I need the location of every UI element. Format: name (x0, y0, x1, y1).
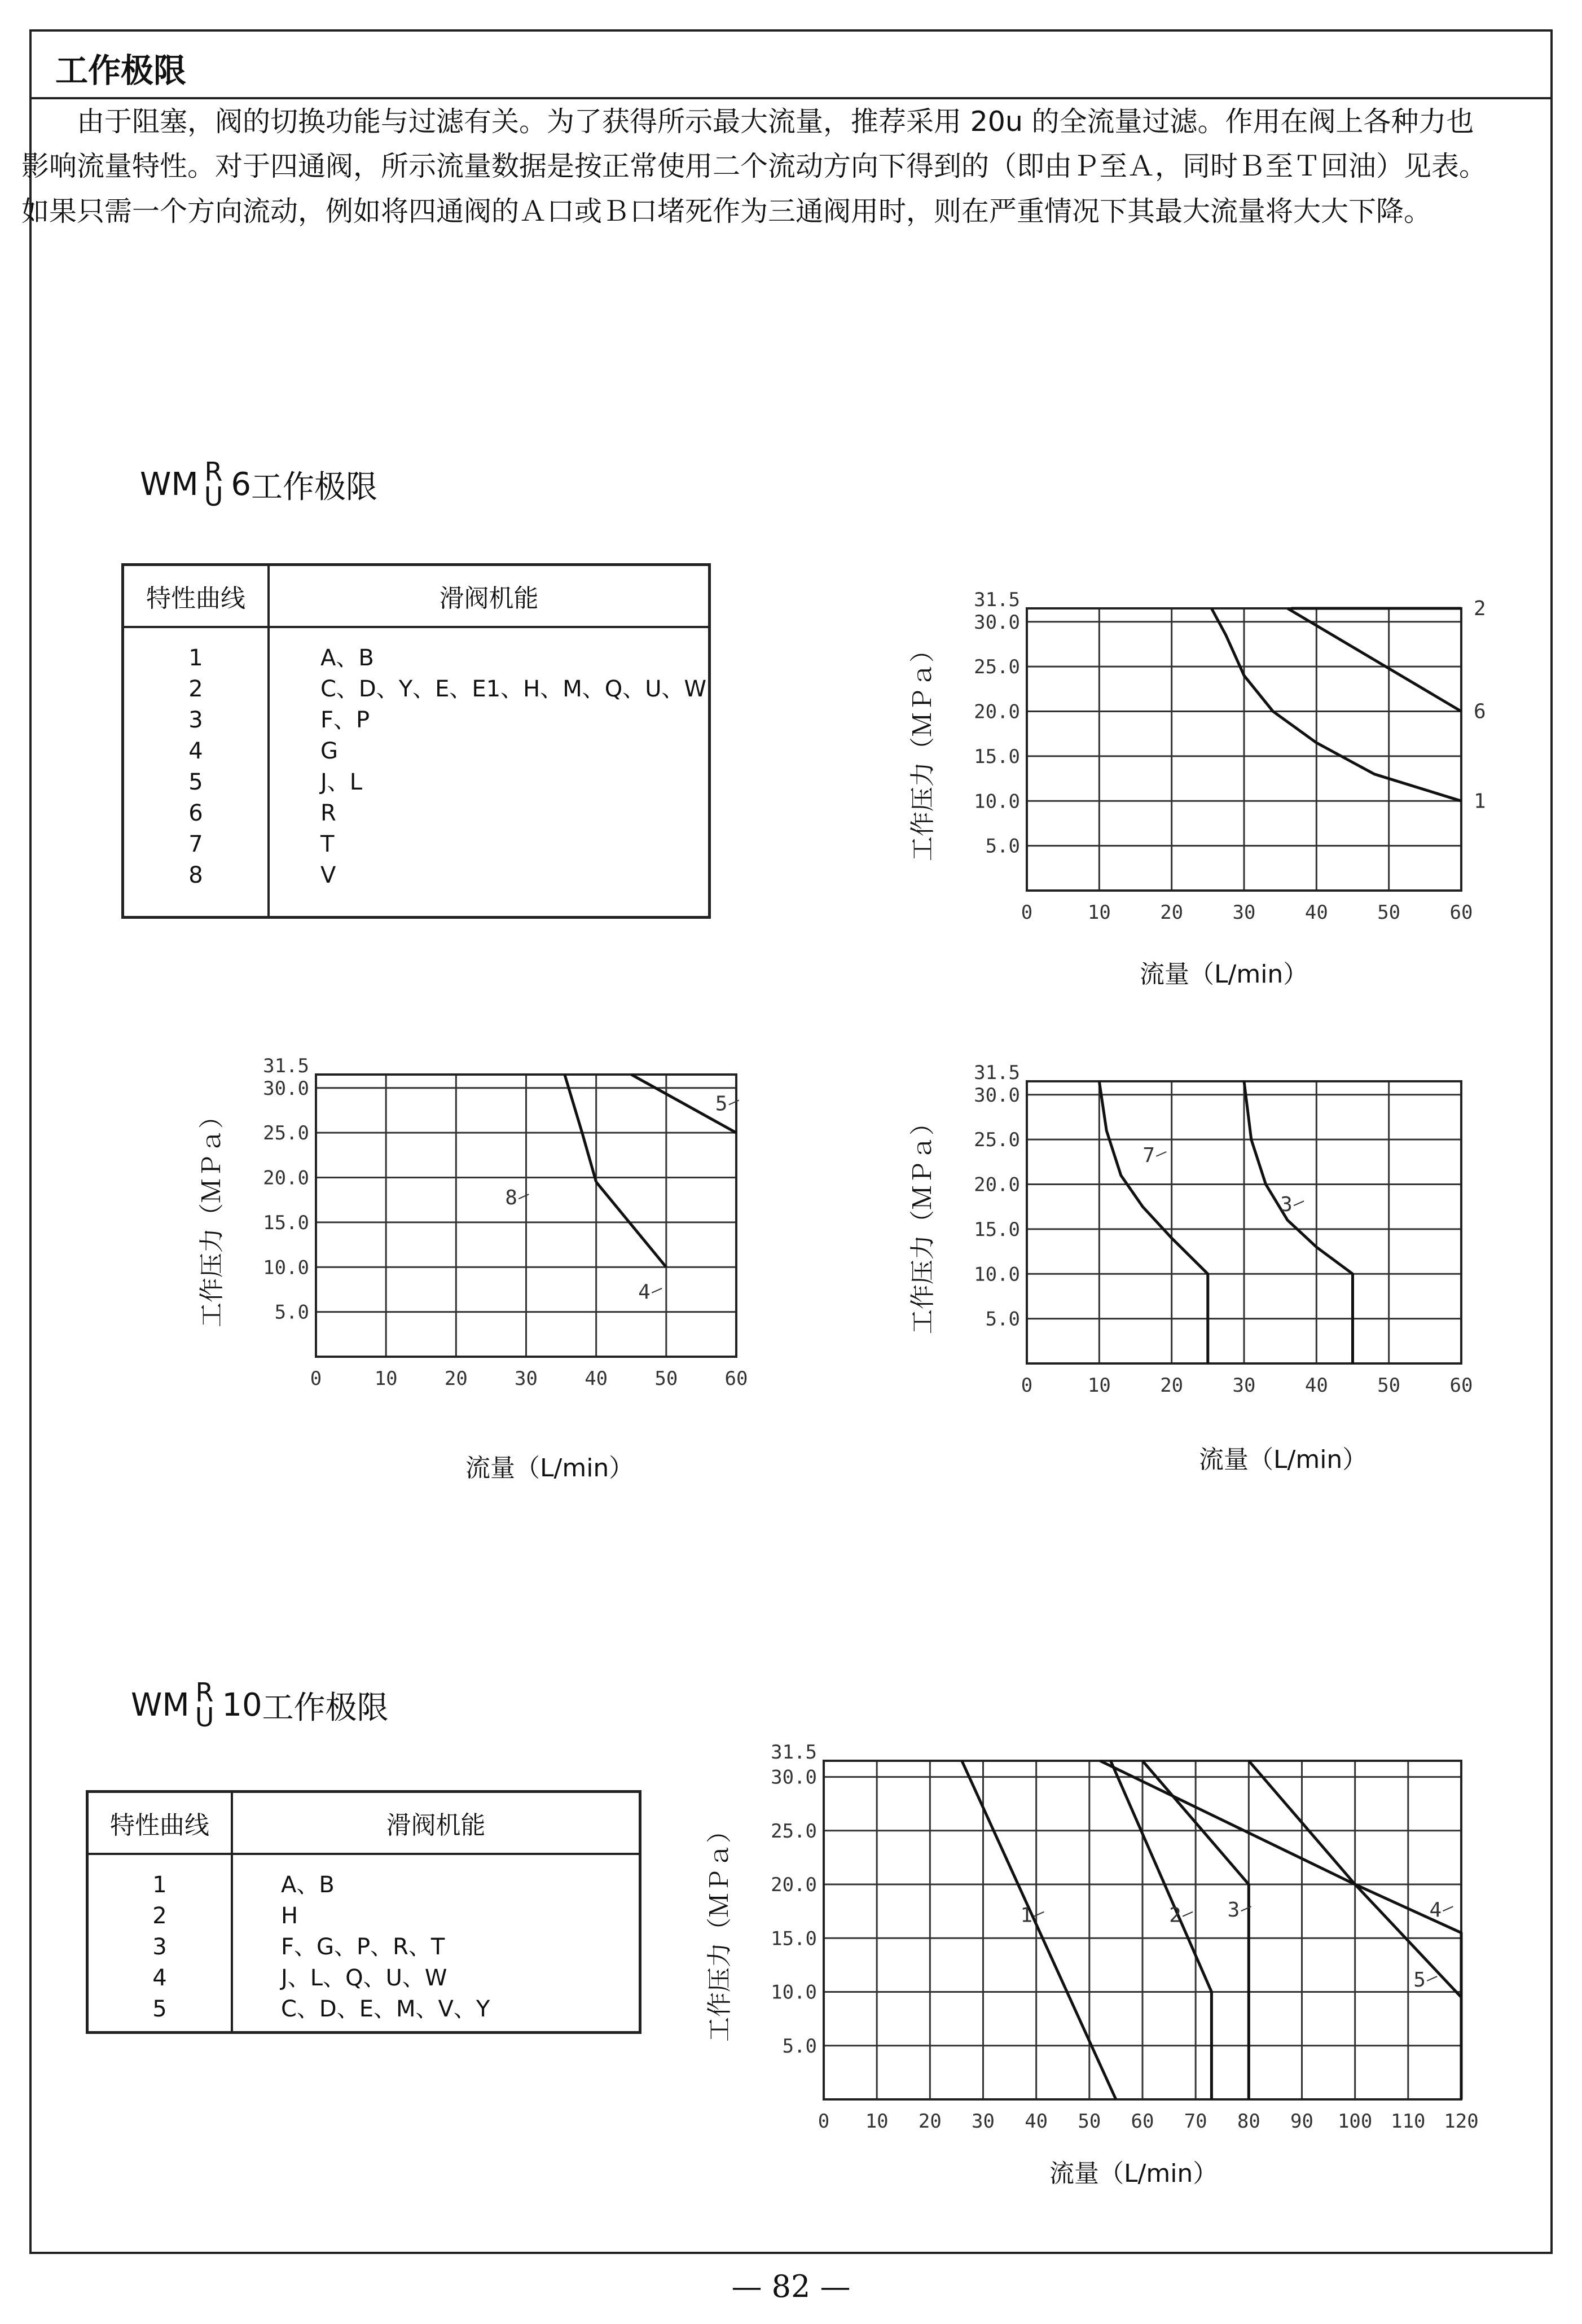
section10-functions (232, 1854, 640, 2033)
section6-stack (204, 457, 223, 512)
x-tick-label: 0 (818, 2110, 830, 2133)
x-tick-label: 20 (1160, 1374, 1184, 1397)
section6-title (140, 457, 377, 512)
x-tick-label: 40 (1025, 2110, 1048, 2133)
x-tick-label: 20 (444, 1367, 468, 1390)
table-cell: 2 (188, 676, 203, 702)
series-label-5: 5 (1413, 1968, 1426, 1992)
y-tick-label: 25.0 (974, 656, 1020, 679)
table-cell: C、D、E、M、V、Y (281, 1996, 490, 2022)
x-tick-label: 40 (1304, 1374, 1328, 1397)
section10-prefix: WM (131, 1687, 190, 1724)
x-tick-label: 40 (1304, 901, 1328, 924)
y-tick-label: 25.0 (771, 1819, 817, 1843)
y-tick-label: 10.0 (974, 1263, 1020, 1286)
x-tick-label: 20 (1160, 901, 1184, 924)
y-tick-label: 30.0 (771, 1766, 817, 1789)
section10-suffix: 工作极限 (262, 1689, 389, 1726)
y-tick-label: 20.0 (771, 1874, 817, 1897)
chart-6a (869, 587, 1501, 993)
table-cell: 3 (188, 707, 203, 733)
y-tick-label: 10.0 (974, 790, 1020, 813)
x-tick-label: 40 (585, 1367, 608, 1390)
y-tick-label: 25.0 (974, 1129, 1020, 1152)
table-cell: 1 (152, 1872, 167, 1898)
table-cell: A、B (320, 645, 374, 671)
x-tick-label: 60 (1449, 901, 1473, 924)
section6-size: 6 (231, 466, 251, 503)
y-tick-label: 15.0 (974, 1218, 1020, 1241)
y-tick-label: 5.0 (782, 2034, 817, 2058)
table-cell: C、D、Y、E、E1、H、M、Q、U、W (320, 676, 707, 702)
x-tick-label: 0 (1021, 1374, 1033, 1397)
x-tick-label: 30 (1232, 901, 1256, 924)
series-label-3: 3 (1280, 1193, 1293, 1217)
x-tick-label: 60 (724, 1367, 748, 1390)
label-tick (518, 1194, 529, 1199)
series-label-7: 7 (1142, 1143, 1155, 1167)
table-cell: 7 (188, 831, 203, 857)
x-tick-label: 10 (1087, 901, 1111, 924)
x-tick-label: 90 (1290, 2110, 1313, 2133)
label-tick (1183, 1912, 1193, 1917)
x-tick-label: 120 (1444, 2110, 1479, 2133)
label-tick (1427, 1976, 1437, 1981)
label-tick (1443, 1906, 1453, 1911)
chart-6b-xlabel: 流量（L/min） (465, 1454, 634, 1483)
series-label-1: 1 (1020, 1904, 1033, 1927)
table-cell: 5 (188, 769, 203, 795)
chart-6a-xlabel: 流量（L/min） (1140, 960, 1308, 989)
x-tick-label: 110 (1391, 2110, 1426, 2133)
chart-10-xlabel: 流量（L/min） (1049, 2159, 1218, 2188)
section6-top: R (204, 457, 223, 487)
y-tick-label: 5.0 (274, 1301, 309, 1324)
section6-suffix: 工作极限 (251, 468, 377, 506)
section6-prefix: WM (140, 466, 199, 503)
y-tick-label: 20.0 (974, 700, 1020, 723)
label-tick (652, 1288, 662, 1293)
series-label-1: 1 (1474, 790, 1486, 813)
intro-paragraph (21, 99, 1500, 234)
series-line-6 (1287, 608, 1461, 712)
y-axis-label: 工作压力（ＭＰａ） (908, 638, 937, 861)
chart-6c (869, 1055, 1501, 1462)
series-label-6: 6 (1474, 700, 1486, 723)
y-tick-label: 31.5 (974, 589, 1020, 611)
section10-top: R (195, 1677, 214, 1708)
section6-col2: 滑阀机能 (269, 565, 710, 628)
series-line-1 (962, 1761, 1116, 2099)
label-tick (1034, 1912, 1044, 1917)
y-tick-label: 20.0 (974, 1173, 1020, 1196)
x-tick-label: 60 (1449, 1374, 1473, 1397)
page-number: — 82 — (731, 2269, 851, 2304)
table-cell: V (320, 862, 336, 888)
series-line-3 (1244, 1081, 1353, 1363)
section6-bottom: U (204, 481, 223, 512)
chart-6a-svg (869, 587, 1501, 993)
table-cell: R (320, 800, 336, 826)
y-tick-label: 15.0 (771, 1927, 817, 1950)
y-tick-label: 10.0 (771, 1981, 817, 2004)
x-tick-label: 20 (918, 2110, 942, 2133)
y-tick-label: 30.0 (263, 1077, 309, 1100)
y-axis-label: 工作压力（ＭＰａ） (705, 1818, 734, 2042)
series-line-4 (1100, 1761, 1461, 2099)
intro-text: 由于阻塞，阀的切换功能与过滤有关。为了获得所示最大流量，推荐采用 20u 的全流量过滤。作用在阀上各种力也影响流量特性。对于四通阀，所示流量数据是按正常使用二个流动方向下得到的（即由Ｐ至Ａ，同时Ｂ至Ｔ回油）见表。如果只需一个方向流动，例如将四通阀的Ａ口或Ｂ口堵死作为三通阀用时，则在严重情况下其最大流量将大大下降。 (21, 106, 1487, 227)
series-line-8 (565, 1075, 596, 1182)
x-tick-label: 10 (374, 1367, 398, 1390)
table-cell: 2 (152, 1903, 167, 1929)
table-cell: F、P (320, 707, 370, 733)
x-tick-label: 100 (1337, 2110, 1373, 2133)
y-tick-label: 31.5 (263, 1055, 309, 1077)
x-tick-label: 10 (1087, 1374, 1111, 1397)
table-cell: J、L、Q、U、W (281, 1965, 447, 1991)
page-title: 工作极限 (55, 51, 187, 90)
table-cell: J、L (320, 769, 363, 795)
x-tick-label: 50 (1078, 2110, 1101, 2133)
y-tick-label: 20.0 (263, 1167, 309, 1190)
table-cell: 8 (188, 862, 203, 888)
chart-6c-svg (869, 1055, 1501, 1462)
series-label-2: 2 (1169, 1904, 1181, 1927)
table-cell: A、B (281, 1872, 335, 1898)
y-tick-label: 25.0 (263, 1122, 309, 1145)
x-tick-label: 30 (972, 2110, 995, 2133)
x-tick-label: 0 (310, 1367, 322, 1390)
x-tick-label: 30 (1232, 1374, 1256, 1397)
series-label-2: 2 (1474, 597, 1486, 620)
x-tick-label: 70 (1184, 2110, 1207, 2133)
section10-size: 10 (222, 1687, 262, 1724)
y-tick-label: 31.5 (771, 1741, 817, 1764)
series-label-3: 3 (1227, 1898, 1240, 1922)
x-tick-label: 50 (1377, 1374, 1401, 1397)
chart-10 (683, 1738, 1501, 2201)
series-label-4: 4 (1429, 1898, 1442, 1922)
x-tick-label: 0 (1021, 901, 1033, 924)
section-header (32, 32, 1550, 99)
y-tick-label: 5.0 (985, 1308, 1020, 1331)
chart-6c-xlabel: 流量（L/min） (1199, 1445, 1368, 1474)
x-tick-label: 10 (865, 2110, 889, 2133)
y-tick-label: 15.0 (263, 1211, 309, 1234)
chart-10-svg (683, 1738, 1501, 2201)
section6-functions (269, 627, 710, 918)
series-line-4 (596, 1182, 666, 1268)
series-label-8: 8 (505, 1186, 517, 1210)
y-tick-label: 5.0 (985, 835, 1020, 858)
x-tick-label: 50 (654, 1367, 678, 1390)
table-cell: T (320, 831, 335, 857)
label-tick (729, 1100, 739, 1104)
y-tick-label: 30.0 (974, 1084, 1020, 1107)
chart-6b (164, 1050, 784, 1456)
section10-table (86, 1790, 641, 2034)
table-cell: G (320, 738, 338, 764)
series-label-5: 5 (715, 1092, 728, 1116)
y-tick-label: 30.0 (974, 611, 1020, 634)
section10-curves (87, 1854, 232, 2033)
table-cell: 5 (152, 1996, 167, 2022)
label-tick (1156, 1152, 1166, 1156)
y-tick-label: 31.5 (974, 1062, 1020, 1084)
y-tick-label: 15.0 (974, 745, 1020, 768)
table-cell: 1 (188, 645, 203, 671)
section10-col2: 滑阀机能 (232, 1792, 640, 1854)
table-cell: 4 (188, 738, 203, 764)
section6-curves (123, 627, 269, 918)
section6-table (121, 563, 711, 919)
x-tick-label: 30 (515, 1367, 538, 1390)
y-axis-label: 工作压力（ＭＰａ） (908, 1111, 937, 1334)
y-axis-label: 工作压力（ＭＰａ） (197, 1104, 226, 1327)
chart-6b-svg (164, 1050, 784, 1456)
x-tick-label: 80 (1237, 2110, 1260, 2133)
table-cell: 6 (188, 800, 203, 826)
table-cell: 3 (152, 1934, 167, 1960)
series-line-7 (1099, 1081, 1208, 1363)
section10-col1: 特性曲线 (87, 1792, 232, 1854)
table-cell: H (281, 1903, 298, 1929)
section10-bottom: U (195, 1702, 214, 1733)
y-tick-label: 10.0 (263, 1256, 309, 1279)
table-cell: 4 (152, 1965, 167, 1991)
series-label-4: 4 (638, 1280, 651, 1304)
section10-title (131, 1677, 389, 1733)
x-tick-label: 50 (1377, 901, 1401, 924)
section10-stack (195, 1677, 214, 1733)
x-tick-label: 60 (1131, 2110, 1154, 2133)
label-tick (1294, 1201, 1304, 1205)
section6-col1: 特性曲线 (123, 565, 269, 628)
table-cell: F、G、P、R、T (281, 1934, 445, 1960)
